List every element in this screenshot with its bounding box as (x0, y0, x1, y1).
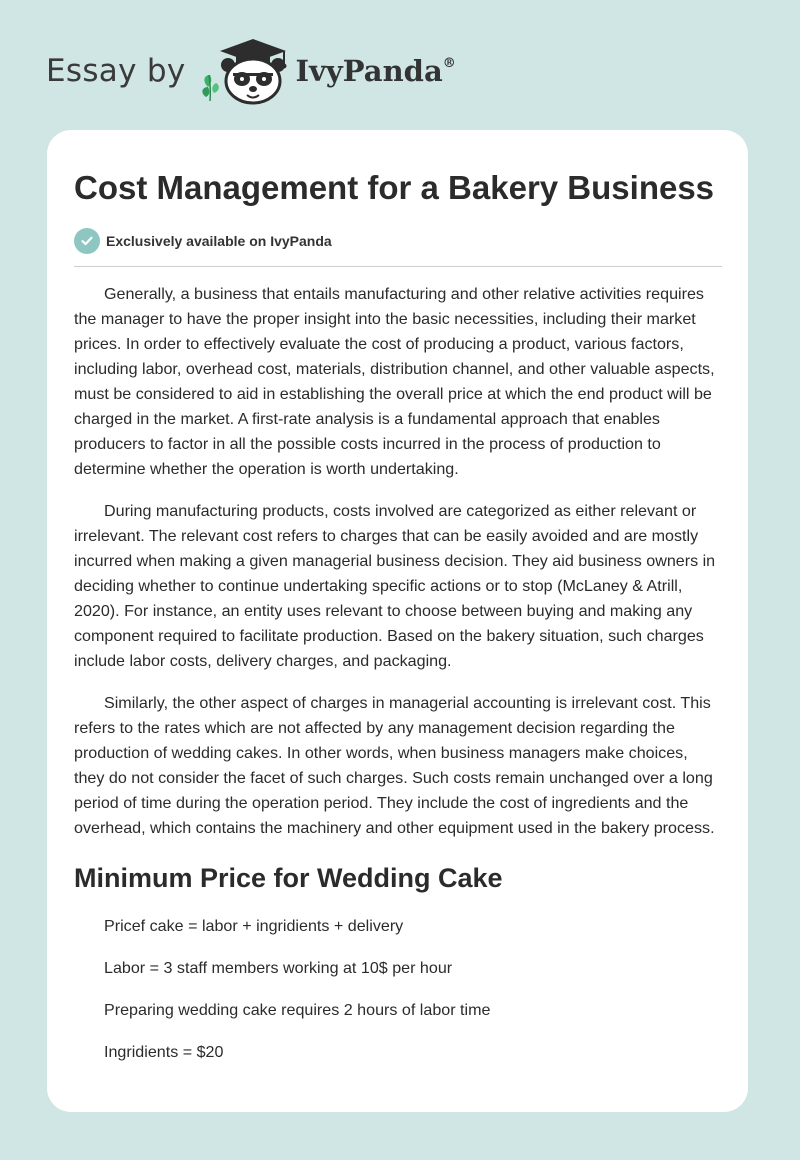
page-title: Cost Management for a Bakery Business (74, 169, 715, 206)
check-badge-icon (74, 228, 100, 254)
ivypanda-logo-icon[interactable] (198, 35, 288, 107)
essay-by-label: Essay by (46, 53, 186, 89)
calc-line: Ingridients = $20 (104, 1043, 224, 1061)
site-header (46, 36, 456, 106)
brand-name[interactable] (296, 54, 456, 88)
calc-line: Pricef cake = labor + ingridients + delivery (104, 917, 404, 935)
body-paragraph: Similarly, the other aspect of charges in managerial accounting is irrelevant cost. This refers to the rates which are not affected by any management decision regarding the production of wedding cakes. In other words, when business managers make choices, they do not consider the facet of such charges. Such costs remain unchanged over a long period of time during the operation period. They include the cost of ingredients and the overhead, which contains the machinery and other equipment used in the bakery process. (74, 694, 715, 837)
calc-line: Preparing wedding cake requires 2 hours of labor time (104, 1001, 491, 1019)
calc-line: Labor = 3 staff members working at 10$ per hour (104, 959, 453, 977)
body-paragraph: During manufacturing products, costs involved are categorized as either relevant or irrelevant. The relevant cost refers to charges that can be easily avoided and are mostly incurred when making a given managerial business decision. They aid business owners in deciding whether to continue undertaking specific actions or to stop (McLaney & Atrill, 2020). For instance, an entity uses relevant to choose between buying and making any component required to facilitate production. Based on the bakery situation, such charges include labor costs, delivery charges, and packaging. (74, 502, 716, 670)
exclusive-badge (74, 228, 722, 254)
brand-label: IvyPanda (295, 54, 443, 88)
article-card (47, 130, 748, 1112)
body-paragraph: Generally, a business that entails manufacturing and other relative activities requires the manager to have the proper insight into the basic necessities, including their market prices. In order to effectively evaluate the cost of producing a product, various factors, including labor, overhead cost, materials, distribution channel, and other valuable aspects, must be considered to aid in establishing the overall price at which the end product will be charged in the market. A first-rate analysis is a fundamental approach that enables producers to factor in all the possible costs incurred in the process of production to determine whether the operation is worth undertaking. (74, 285, 715, 478)
section-heading: Minimum Price for Wedding Cake (74, 863, 503, 893)
divider (74, 266, 722, 267)
registered-mark: ® (442, 56, 456, 71)
exclusive-label: Exclusively available on IvyPanda (106, 233, 332, 249)
